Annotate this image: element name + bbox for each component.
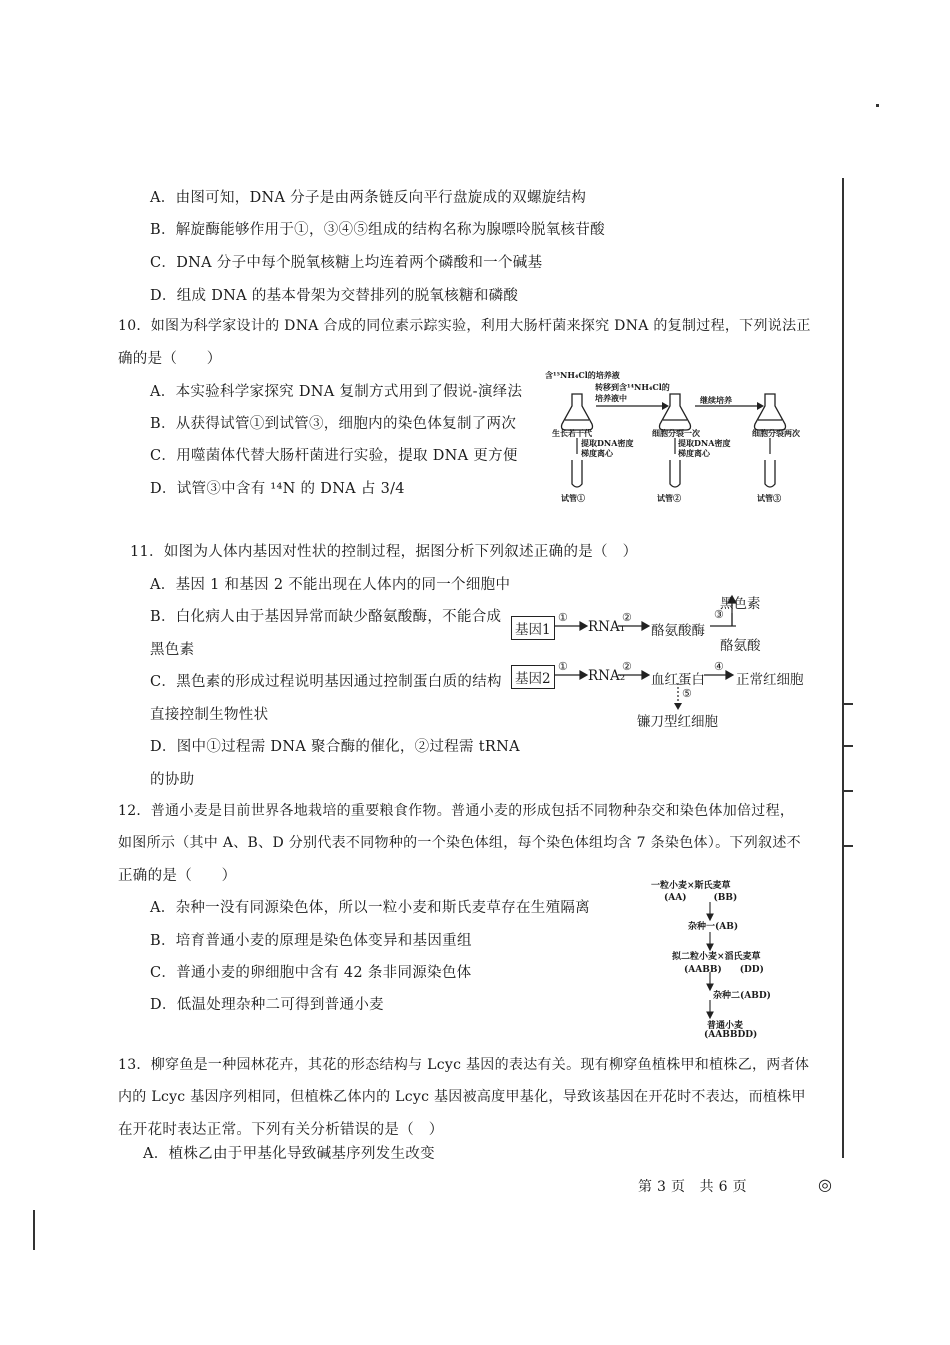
hybrid-2: 杂种二(ABD)	[713, 991, 771, 1001]
tube-2-label: 试管②	[657, 493, 681, 503]
q12-option-d: D．低温处理杂种二可得到普通小麦	[150, 997, 384, 1013]
transfer-label: 转移到含¹⁴NH₄Cl的培养液中	[595, 382, 670, 403]
q10-stem: 10．如图为科学家设计的 DNA 合成的同位素示踪实验，利用大肠杆菌来探究 DNA 的复制过程，下列说法正	[118, 318, 811, 334]
scan-left-border	[33, 1210, 35, 1250]
step-4-label: ④	[714, 660, 724, 673]
sickle-cell: 镰刀型红细胞	[637, 714, 718, 730]
cross-1-genomes: (AA) (BB)	[664, 893, 738, 903]
scan-right-border	[842, 178, 844, 1158]
q9-option-a: A．由图可知，DNA 分子是由两条链反向平行盘旋成的双螺旋结构	[150, 190, 587, 206]
q13-option-a: A．植株乙由于甲基化导致碱基序列发生改变	[143, 1146, 435, 1162]
step-2b-label: ②	[622, 660, 632, 673]
q13-stem: 13．柳穿鱼是一种园林花卉，其花的形态结构与 Lcyc 基因的表达有关。现有柳穿鱼植株甲和植株乙，两者体	[118, 1057, 810, 1073]
tube-3-label: 试管③	[757, 493, 781, 503]
stage-2-label: 细胞分裂一次	[652, 428, 700, 438]
tube-1-label: 试管①	[561, 493, 585, 503]
step-1-label: ①	[558, 611, 568, 624]
q12-option-c: C．普通小麦的卵细胞中含有 42 条非同源染色体	[150, 965, 472, 981]
q10-option-a: A．本实验科学家探究 DNA 复制方式用到了假说-演绎法	[150, 384, 523, 400]
q9-option-c: C．DNA 分子中每个脱氧核糖上均连着两个磷酸和一个碱基	[150, 255, 543, 271]
q11-option-c-cont: 直接控制生物性状	[150, 707, 269, 723]
flask-3	[755, 394, 786, 430]
hybrid-1: 杂种一(AB)	[688, 922, 739, 932]
common-wheat-genome: (AABBDD)	[704, 1030, 758, 1040]
gene-2-box: 基因2	[511, 665, 555, 689]
normal-red-cell: 正常红细胞	[736, 672, 804, 688]
rna-2: RNA₂	[588, 668, 626, 684]
q10-option-d: D．试管③中含有 ¹⁴N 的 DNA 占 3/4	[150, 481, 405, 497]
q12-option-b: B．培育普通小麦的原理是染色体变异和基因重组	[150, 933, 472, 949]
q11-option-a: A．基因 1 和基因 2 不能出现在人体内的同一个细胞中	[150, 577, 511, 593]
tyrosine: 酪氨酸	[720, 638, 761, 654]
tyrosinase: 酪氨酸酶	[651, 623, 705, 639]
rna-1: RNA₁	[588, 619, 626, 635]
gene-1-box: 基因1	[511, 616, 555, 640]
step-3-label: ③	[714, 608, 724, 621]
stage-3-label: 细胞分裂两次	[752, 428, 800, 438]
q11-option-d: D．图中①过程需 DNA 聚合酶的催化，②过程需 tRNA	[150, 739, 520, 755]
q11-option-b: B．白化病人由于基因异常而缺少酪氨酸酶，不能合成	[150, 609, 502, 625]
stage-1-label: 生长若干代	[552, 428, 592, 438]
extract-label-2: 提取DNA密度梯度离心	[678, 438, 731, 458]
medium-label: 含¹⁵NH₄Cl的培养液	[545, 370, 620, 380]
page-number: 第 3 页 共 6 页	[638, 1179, 747, 1195]
q9-option-d: D．组成 DNA 的基本骨架为交替排列的脱氧核糖和磷酸	[150, 288, 519, 304]
continue-label: 继续培养	[700, 395, 732, 405]
cross-2: 拟二粒小麦×滔氏麦草	[672, 952, 761, 962]
q13-stem-2: 内的 Lcyc 基因序列相同，但植株乙体内的 Lcyc 基因被高度甲基化，导致该基因在开花时不表达，而植株甲	[118, 1089, 806, 1105]
melanin: 黑色素	[720, 596, 761, 612]
cross-1: 一粒小麦×斯氏麦草	[651, 881, 731, 891]
q13-stem-3: 在开花时表达正常。下列有关分析错误的是（ ）	[118, 1122, 444, 1138]
q10-stem-2: 确的是（ ）	[118, 351, 222, 367]
q12-stem-3: 正确的是（ ）	[118, 868, 237, 884]
common-wheat: 普通小麦	[707, 1021, 744, 1031]
scan-bracket-mid	[843, 745, 853, 747]
q10-option-c: C．用噬菌体代替大肠杆菌进行实验，提取 DNA 更方便	[150, 448, 518, 464]
q12-stem-2: 如图所示（其中 A、B、D 分别代表不同物种的一个染色体组，每个染色体组均含 7 条染色体）。下列叙述不	[118, 835, 801, 851]
scan-bracket-bottom	[843, 845, 853, 847]
q10-option-b: B．从获得试管①到试管③，细胞内的染色体复制了两次	[150, 416, 517, 432]
scan-dot	[876, 104, 879, 107]
q11-option-d-cont: 的协助	[150, 772, 195, 788]
extract-label-1: 提取DNA密度梯度离心	[581, 438, 634, 458]
hemoglobin: 血红蛋白	[651, 672, 705, 688]
q12-option-a: A．杂种一没有同源染色体，所以一粒小麦和斯氏麦草存在生殖隔离	[150, 900, 590, 916]
step-5-label: ⑤	[682, 687, 692, 700]
step-1b-label: ①	[558, 660, 568, 673]
cross-2-genomes: (AABB) (DD)	[684, 965, 764, 975]
q11-option-b-cont: 黑色素	[150, 642, 195, 658]
q9-option-b: B．解旋酶能够作用于①，③④⑤组成的结构名称为腺嘌呤脱氧核苷酸	[150, 222, 605, 238]
flask-1	[562, 394, 593, 430]
q12-stem: 12．普通小麦是目前世界各地栽培的重要粮食作物。普通小麦的形成包括不同物种杂交和染色体加倍过程，	[118, 803, 795, 819]
page-mark: ◎	[818, 1175, 833, 1194]
scan-bracket-top	[843, 703, 853, 705]
gene-control-arrows	[510, 585, 840, 725]
q11-stem: 11．如图为人体内基因对性状的控制过程，据图分析下列叙述正确的是（ ）	[130, 544, 638, 560]
step-2-label: ②	[622, 611, 632, 624]
scan-bracket-mid2	[843, 790, 853, 792]
q11-option-c: C．黑色素的形成过程说明基因通过控制蛋白质的结构	[150, 674, 502, 690]
